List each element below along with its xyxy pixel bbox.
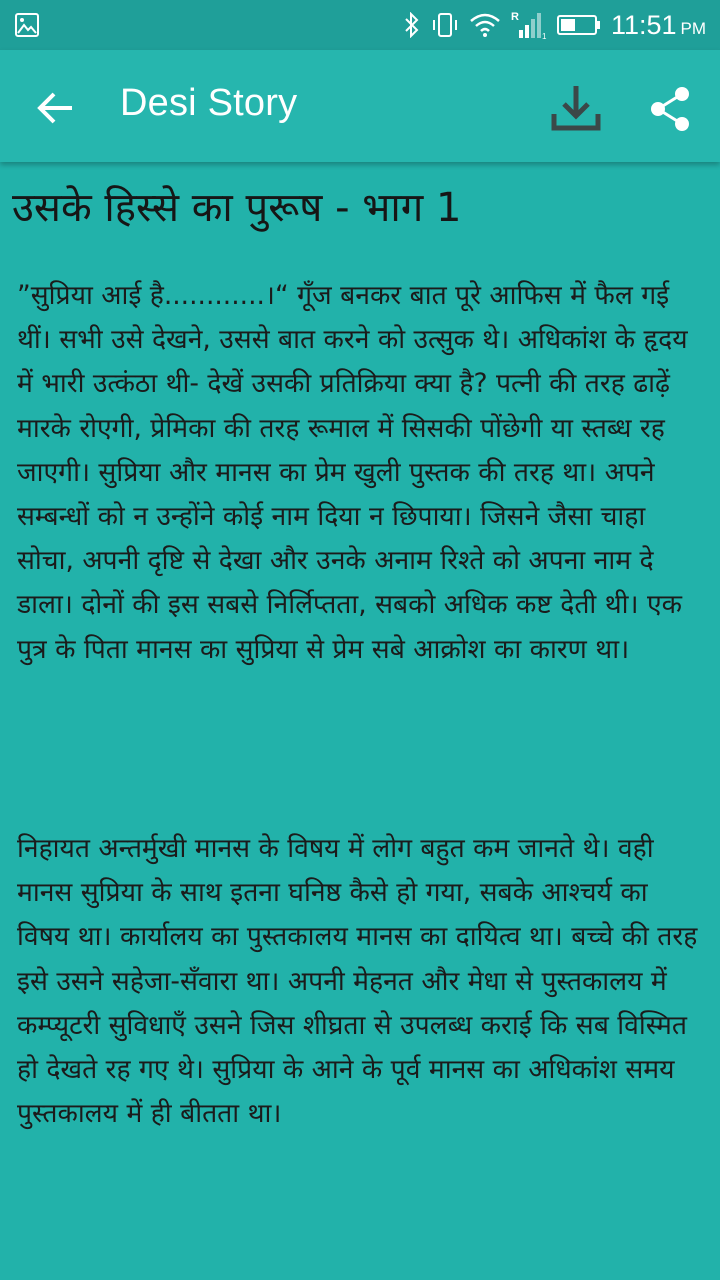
- story-paragraph: ”सुप्रिया आई है............।“ गूँज बनकर बात पूरे आफिस में फैल गई थीं। सभी उसे देखने, उससे बात करने को उत्सुक थे। अधिकांश के हृदय में भारी उत्कंठा थी- देखें उसकी प्रतिक्रिया क्या है? पत्नी की तरह ढाढ़ें मारके रोएगी, प्रेमिका की तरह रूमाल में सिसकी पोंछेगी या स्तब्ध रह जाएगी। सुप्रिया और मानस का प्रेम खुली पुस्तक की तरह था। अपने सम्बन्धों को न उन्होंने कोई नाम दिया न छिपाया। जिसने जैसा चाहा सोचा, अपनी दृष्टि से देखा और उनके अनाम रिश्ते को अपना नाम दे डाला। दोनों की इस सबसे निर्लिप्तता, सबको अधिक कष्ट देती थी। एक पुत्र के पिता मानस का सुप्रिया से प्रेम सबे आक्रोश का कारण था।: [17, 280, 688, 665]
- story-title: उसके हिस्से का पुरूष - भाग 1: [12, 185, 462, 231]
- gallery-icon: [14, 12, 40, 38]
- svg-text:1: 1: [541, 32, 547, 40]
- download-icon[interactable]: [548, 80, 604, 136]
- battery-icon: [557, 13, 601, 37]
- app-bar: [0, 50, 720, 162]
- app-title: Desi Story: [120, 82, 298, 124]
- vibrate-icon: [431, 11, 459, 39]
- bluetooth-icon: [403, 12, 421, 38]
- clock-time: 11:51: [610, 9, 677, 40]
- wifi-icon: [469, 12, 501, 38]
- signal-icon: [511, 10, 547, 40]
- status-icons: [393, 0, 706, 50]
- back-arrow-icon[interactable]: [34, 86, 78, 130]
- svg-text:R: R: [510, 11, 519, 23]
- clock-ampm: PM: [680, 18, 706, 38]
- status-bar: [0, 0, 720, 50]
- story-paragraph: निहायत अन्तर्मुखी मानस के विषय में लोग बहुत कम जानते थे। वही मानस सुप्रिया के साथ इतना घनिष्ठ कैसे हो गया, सबके आश्चर्य का विषय था। कार्यालय का पुस्तकालय मानस का दायित्व था। बच्चे की तरह इसे उसने सहेजा-सँवारा था। अपनी मेहनत और मेधा से पुस्तकालय में कम्प्यूटरी सुविधाएँ उसने जिस शीघ्रता से उपलब्ध कराई कि सब विस्मित हो देखते रह गए थे। सुप्रिया के आने के पूर्व मानस का अधिकांश समय पुस्तकालय में ही बीतता था।: [17, 833, 698, 1130]
- share-icon[interactable]: [648, 86, 694, 132]
